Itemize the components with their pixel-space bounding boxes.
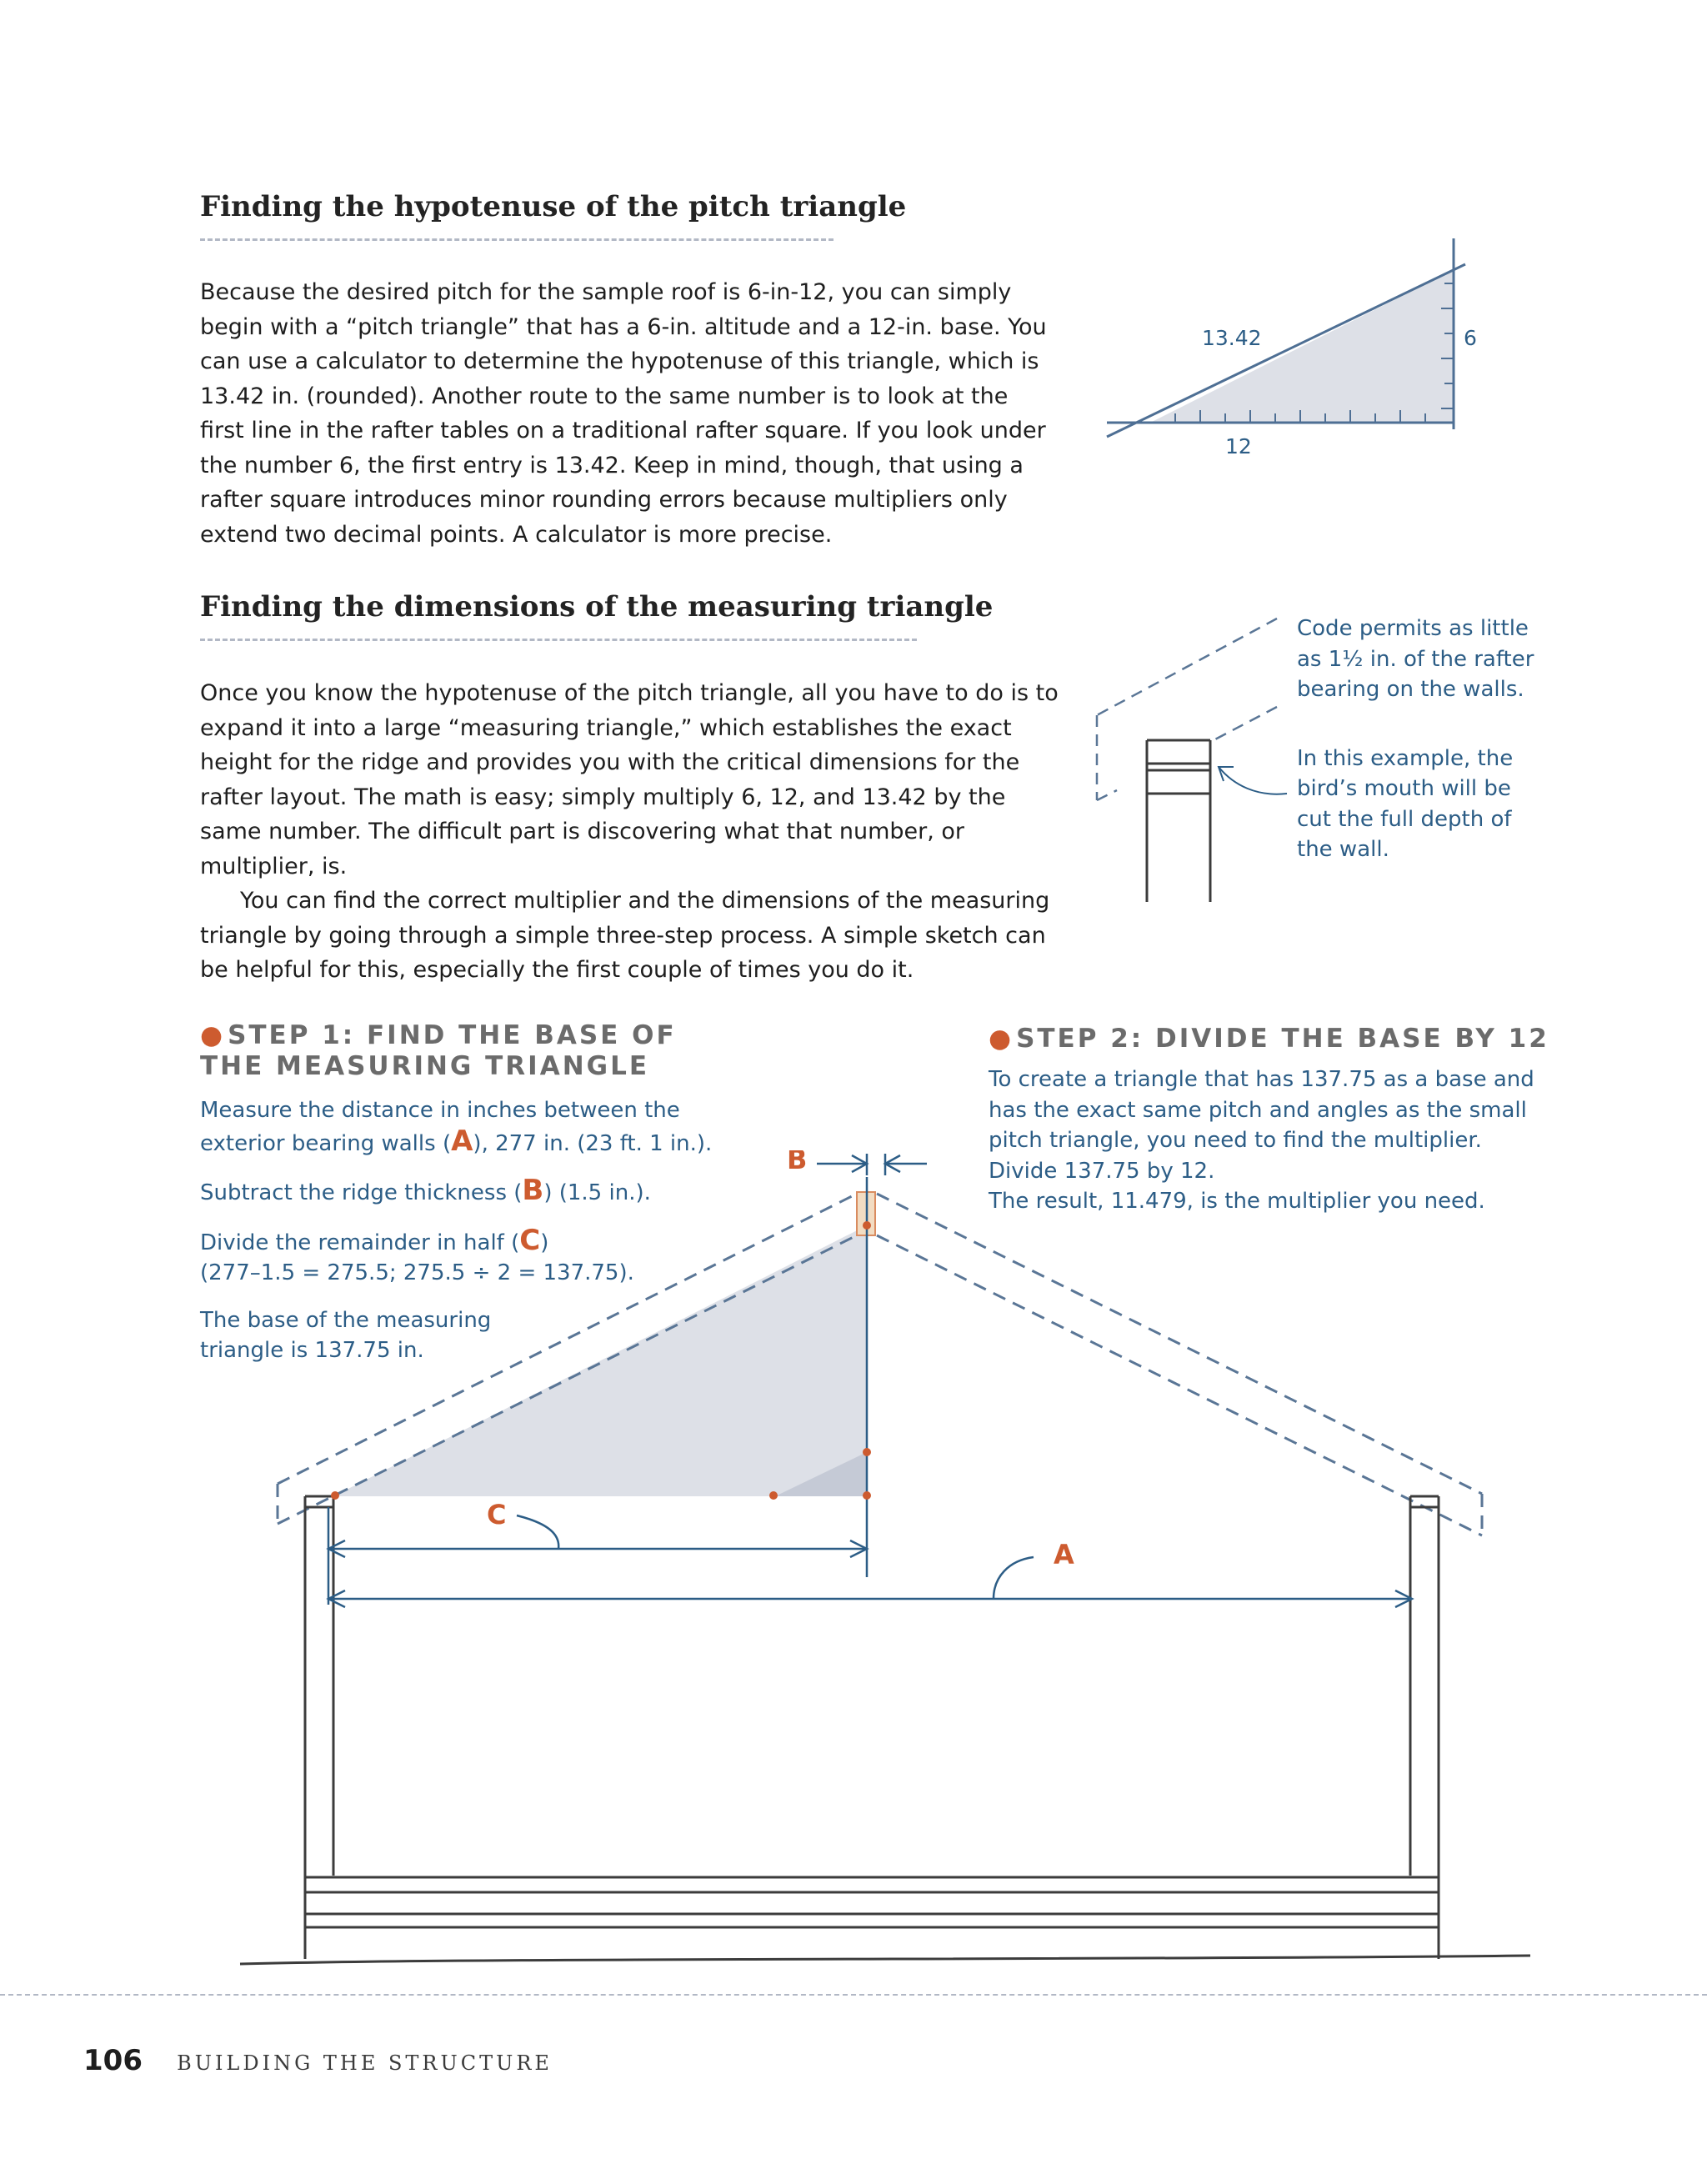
dimension-b	[817, 1154, 927, 1175]
altitude-label: 6	[1464, 326, 1477, 350]
step1-measure	[200, 1095, 733, 1159]
wall-top-plate	[1147, 740, 1210, 902]
step1-subtract	[200, 1175, 733, 1209]
page-footer	[83, 2044, 553, 2077]
step1-divide-close: )	[540, 1230, 549, 1255]
step1-divide-math: (277–1.5 = 275.5; 275.5 ÷ 2 = 137.75).	[200, 1260, 634, 1285]
step1-subtract-value: ) (1.5 in.).	[543, 1180, 651, 1205]
label-b: B	[787, 1150, 808, 1175]
step1-letter-a: A	[451, 1124, 473, 1158]
step1-divide	[200, 1225, 733, 1289]
step2-line3: The result, 11.479, is the multiplier you need.	[989, 1189, 1485, 1214]
pitch-triangle-figure	[1100, 225, 1492, 475]
bearing-detail-figure	[1075, 609, 1300, 909]
section2-heading-rule	[200, 639, 917, 641]
section1-heading-rule	[200, 238, 833, 241]
section1-paragraph: Because the desired pitch for the sample roof is 6-in-12, you can simply begin with a “pitch triangle” that has a 6-in. altitude and a 12-in. base. You can use a calculator to determine the hypotenuse of this triangle, which is 13.42 in. (rounded). Another route to the same number is to look at the first line in the rafter tables on a traditional rafter square. If you look under the number 6, the first entry is 13.42. Keep in mind, though, that using a rafter square introduces minor rounding errors because multipliers only extend two decimal points. A calculator is more precise.	[200, 279, 1047, 548]
step1-subtract-text: Subtract the ridge thickness (	[200, 1180, 523, 1205]
section1-body	[200, 275, 1059, 552]
footer-section-title: BUILDING THE STRUCTURE	[177, 2051, 553, 2075]
section2-heading: Finding the dimensions of the measuring triangle	[200, 590, 994, 624]
callout-note-birds-mouth: In this example, the bird’s mouth will be cut the full depth of the wall.	[1297, 745, 1514, 862]
hypotenuse-label: 13.42	[1202, 326, 1262, 350]
step2-line1: To create a triangle that has 137.75 as a base and has the exact same pitch and angles as the small pitch triangle, you need to find the multiplier.	[989, 1067, 1534, 1153]
dimension-c	[328, 1515, 867, 1557]
step1-measure-value: ), 277 in. (23 ft. 1 in.).	[473, 1130, 713, 1156]
callout-note-code: Code permits as little as 1½ in. of the rafter bearing on the walls.	[1297, 616, 1534, 702]
footer-rule	[0, 1994, 1707, 1996]
step1-bullet: ●	[200, 1020, 223, 1050]
floor-platform	[240, 1877, 1530, 1964]
step2-title: STEP 2: DIVIDE THE BASE BY 12	[1016, 1024, 1549, 1054]
section2-paragraph1: Once you know the hypotenuse of the pitch triangle, all you have to do is to expand it into a large “measuring triangle,” which establishes the exact height for the ridge and provides you with the critical dimensions for the rafter layout. The math is easy; simply multiply 6, 12, and 13.42 by the same number. The difficult part is discovering what that number, or multiplier, is.	[200, 680, 1059, 879]
step1-divide-text: Divide the remainder in half (	[200, 1230, 520, 1255]
page-number: 106	[83, 2044, 143, 2077]
section2-paragraph2: You can find the correct multiplier and the dimensions of the measuring triangle by going through a simple three-step process. A simple sketch can be helpful for this, especially the first couple of times you do it.	[200, 888, 1050, 983]
step2-line2: Divide 137.75 by 12.	[989, 1158, 1215, 1184]
label-a: A	[1054, 1539, 1074, 1570]
label-c: C	[487, 1499, 507, 1530]
bearing-callout	[1297, 614, 1547, 904]
step1-result: The base of the measuring triangle is 137.75 in.	[200, 1307, 492, 1363]
step1-letter-c: C	[519, 1223, 541, 1257]
step1-block	[200, 1020, 733, 1383]
step1-measure-text: Measure the distance in inches between the exterior bearing walls (	[200, 1098, 680, 1156]
step2-bullet: ●	[989, 1024, 1012, 1054]
section2-body	[200, 676, 1059, 988]
step1-heading	[200, 1020, 733, 1082]
base-label: 12	[1225, 434, 1252, 458]
callout-leader-line	[1219, 767, 1287, 794]
step1-letter-b: B	[522, 1174, 544, 1207]
step2-text	[989, 1064, 1555, 1217]
step2-block	[989, 1024, 1555, 1217]
walls	[305, 1496, 1439, 1959]
step1-text	[200, 1095, 733, 1366]
section1-heading: Finding the hypotenuse of the pitch triangle	[200, 190, 907, 223]
step2-heading	[989, 1024, 1555, 1054]
step1-title: STEP 1: FIND THE BASE OF THE MEASURING TRIANGLE	[200, 1020, 677, 1081]
rafter-outline	[1097, 619, 1277, 800]
